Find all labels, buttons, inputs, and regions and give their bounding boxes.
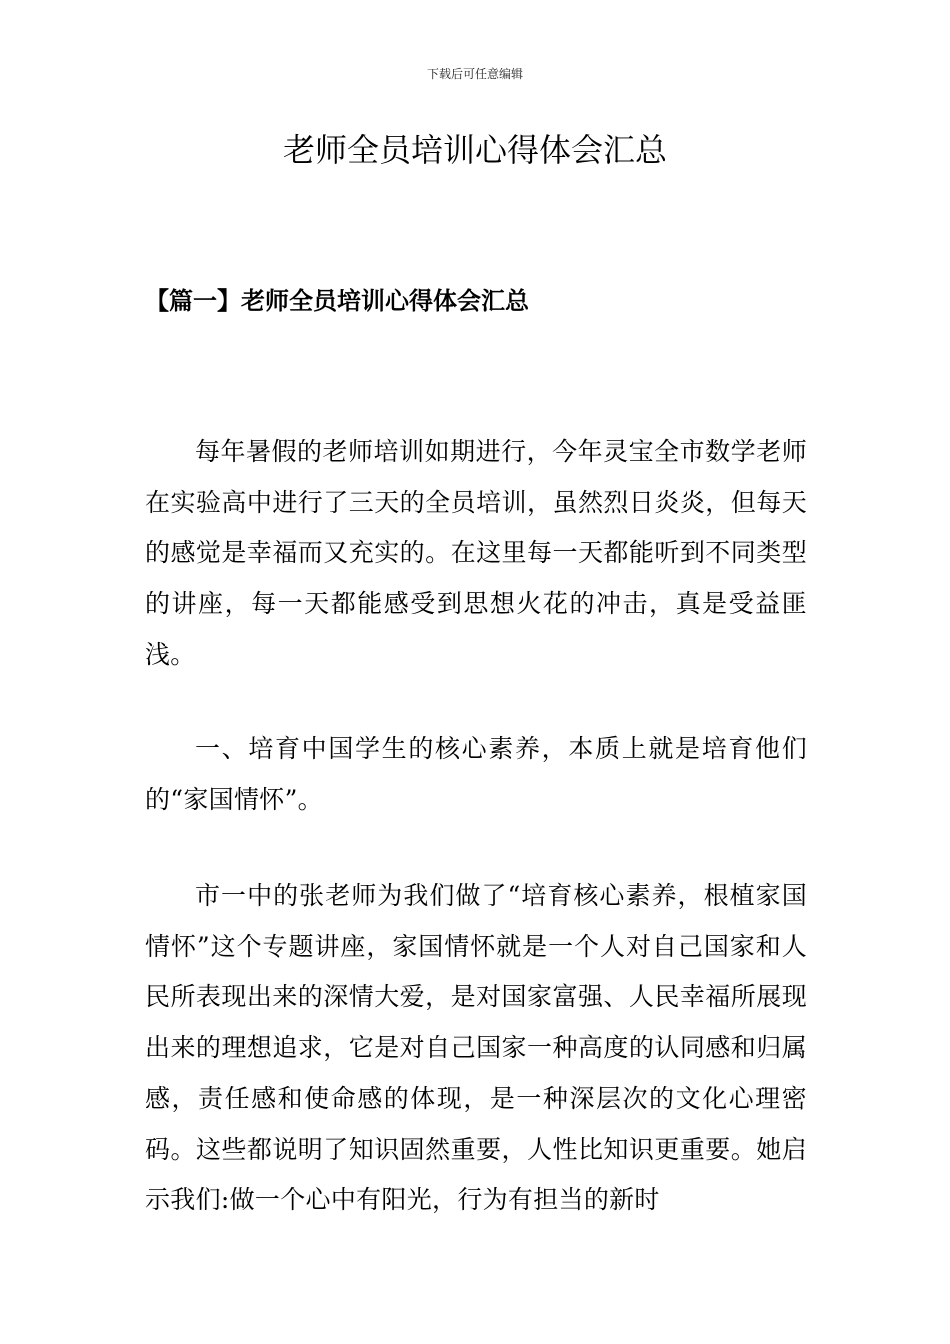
paragraph-point-one: 一、培育中国学生的核心素养，本质上就是培育他们的“家国情怀”。 (145, 734, 807, 814)
section-heading: 【篇一】老师全员培训心得体会汇总 (145, 286, 529, 315)
header-note: 下载后可任意编辑 (426, 67, 523, 81)
paragraph-intro: 每年暑假的老师培训如期进行，今年灵宝全市数学老师在实验高中进行了三天的全员培训，虽然烈日炎炎，但每天的感觉是幸福而又充实的。在这里每一天都能听到不同类型的讲座，每一天都能感受到思想火花的冲击，真是受益匪浅。 (145, 437, 807, 669)
document-title: 老师全员培训心得体会汇总 (282, 131, 667, 169)
paragraph-lecture: 市一中的张老师为我们做了“培育核心素养，根植家国情怀”这个专题讲座，家国情怀就是一个人对自己国家和人民所表现出来的深情大爱，是对国家富强、人民幸福所展现出来的理想追求，它是对自己国家一种高度的认同感和归属感，责任感和使命感的体现，是一种深层次的文化心理密码。这些都说明了知识固然重要，人性比知识更重要。她启示我们:做一个心中有阳光，行为有担当的新时 (145, 881, 807, 1215)
